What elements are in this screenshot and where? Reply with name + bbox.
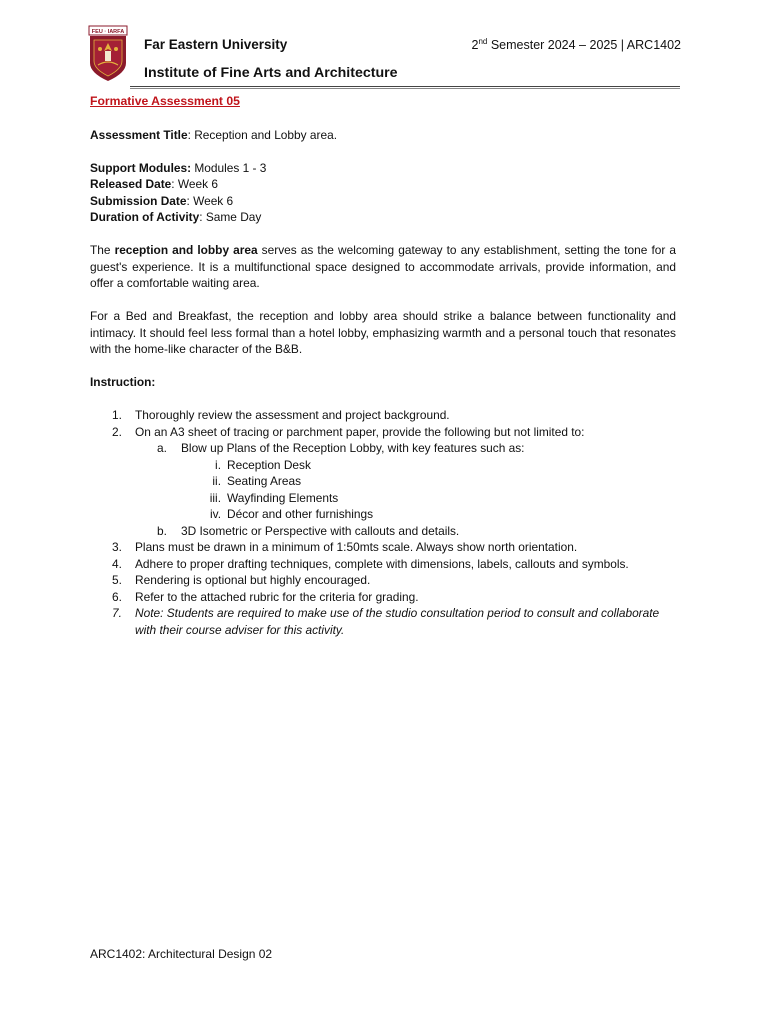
roman-item-text: Décor and other furnishings bbox=[227, 507, 374, 521]
semester-course-code bbox=[471, 36, 681, 54]
sub-list bbox=[135, 440, 676, 539]
document-body bbox=[90, 93, 676, 638]
list-item-number: 5. bbox=[112, 573, 122, 587]
list-item bbox=[90, 424, 676, 540]
list-item-text: Rendering is optional but highly encouraged. bbox=[135, 573, 371, 587]
roman-list-item bbox=[181, 506, 676, 523]
institute-name: Institute of Fine Arts and Architecture bbox=[144, 65, 398, 81]
duration-value: : Same Day bbox=[199, 210, 262, 224]
semester-text: Semester 2024 – 2025 | ARC1402 bbox=[487, 38, 681, 52]
duration-line bbox=[90, 209, 676, 226]
list-item-number: 2. bbox=[112, 424, 122, 439]
list-item bbox=[90, 572, 676, 589]
list-item-number: 1. bbox=[112, 408, 122, 422]
bnb-paragraph: For a Bed and Breakfast, the reception and lobby area should strike a balance between functionality and intimacy. It should feel less formal than a hotel lobby, emphasizing warmth and a personal touch that resonates with the home-like character of the B&B. bbox=[90, 309, 676, 356]
header-rule bbox=[130, 86, 680, 87]
list-item-number: 4. bbox=[112, 556, 122, 571]
list-item-number: 7. bbox=[112, 606, 122, 620]
submission-date-line bbox=[90, 193, 676, 210]
instruction-list bbox=[90, 407, 676, 638]
list-item-text: Thoroughly review the assessment and project background. bbox=[135, 408, 450, 422]
roman-list-item bbox=[181, 490, 676, 507]
instruction-heading bbox=[90, 374, 676, 391]
list-item-text: Refer to the attached rubric for the criteria for grading. bbox=[135, 589, 419, 604]
list-item bbox=[90, 589, 676, 606]
sub-list-item bbox=[135, 523, 676, 540]
duration-label: Duration of Activity bbox=[90, 210, 200, 224]
list-item-number: 3. bbox=[112, 540, 122, 554]
list-item-text: Plans must be drawn in a minimum of 1:50mts scale. Always show north orientation. bbox=[135, 540, 578, 554]
support-modules-label: Support Modules: bbox=[90, 160, 192, 175]
sub-item-letter: b. bbox=[157, 523, 167, 538]
roman-numeral: i. bbox=[215, 457, 221, 472]
roman-list bbox=[181, 457, 676, 523]
released-date-line bbox=[90, 176, 676, 193]
released-date-value: : Week 6 bbox=[171, 177, 218, 191]
roman-numeral: iii. bbox=[209, 490, 221, 505]
sub-item-text: 3D Isometric or Perspective with callouts and details. bbox=[181, 523, 460, 538]
sub-list-item bbox=[135, 440, 676, 523]
submission-date-value: : Week 6 bbox=[186, 193, 234, 208]
list-item-text: Adhere to proper drafting techniques, complete with dimensions, labels, callouts and symbols. bbox=[135, 556, 629, 571]
assessment-title-line bbox=[90, 127, 676, 144]
feu-seal-logo bbox=[88, 25, 128, 82]
list-item bbox=[90, 556, 676, 573]
support-modules-value: Modules 1 - 3 bbox=[191, 160, 267, 175]
released-date-label: Released Date bbox=[90, 177, 172, 191]
semester-ordinal: 2 bbox=[471, 38, 479, 52]
intro-bold: reception and lobby area bbox=[114, 243, 258, 257]
sub-item-text: Blow up Plans of the Reception Lobby, with key features such as: bbox=[181, 441, 525, 455]
list-item-number: 6. bbox=[112, 589, 122, 604]
roman-numeral: iv. bbox=[209, 507, 221, 521]
assessment-title-label: Assessment Title bbox=[90, 127, 188, 142]
list-item-text: Note: Students are required to make use of the studio consultation period to consult and collaborate with their course adviser for this activity. bbox=[135, 606, 660, 637]
instruction-heading-text: Instruction: bbox=[90, 375, 156, 389]
assessment-title-value: : Reception and Lobby area. bbox=[187, 127, 337, 142]
submission-date-label: Submission Date bbox=[90, 193, 187, 208]
intro-post: serves as the welcoming gateway to any establishment, setting the tone for a guest's experience. It is a multifunctional space designed to accommodate arrivals, provide information, and offer a comfortable waiting area. bbox=[90, 243, 677, 290]
roman-numeral: ii. bbox=[212, 474, 221, 488]
roman-item-text: Reception Desk bbox=[227, 457, 311, 472]
list-item-text: On an A3 sheet of tracing or parchment paper, provide the following but not limited to: bbox=[135, 424, 585, 439]
intro-paragraph bbox=[90, 242, 676, 292]
page-footer: ARC1402: Architectural Design 02 bbox=[90, 947, 273, 961]
roman-item-text: Wayfinding Elements bbox=[227, 490, 339, 505]
header-rule-secondary bbox=[130, 88, 680, 89]
list-item bbox=[90, 539, 676, 556]
list-item bbox=[90, 407, 676, 424]
svg-text:FEU · IARFA: FEU · IARFA bbox=[91, 29, 125, 35]
roman-list-item bbox=[181, 473, 676, 490]
roman-item-text: Seating Areas bbox=[227, 474, 302, 488]
support-modules-line bbox=[90, 160, 676, 177]
sub-item-letter: a. bbox=[157, 441, 167, 455]
intro-pre: The bbox=[90, 243, 115, 257]
university-name: Far Eastern University bbox=[144, 37, 288, 52]
semester-ordinal-suffix: nd bbox=[478, 37, 488, 46]
roman-list-item bbox=[181, 457, 676, 474]
list-item-note bbox=[90, 605, 676, 638]
assessment-heading: Formative Assessment 05 bbox=[90, 94, 240, 108]
